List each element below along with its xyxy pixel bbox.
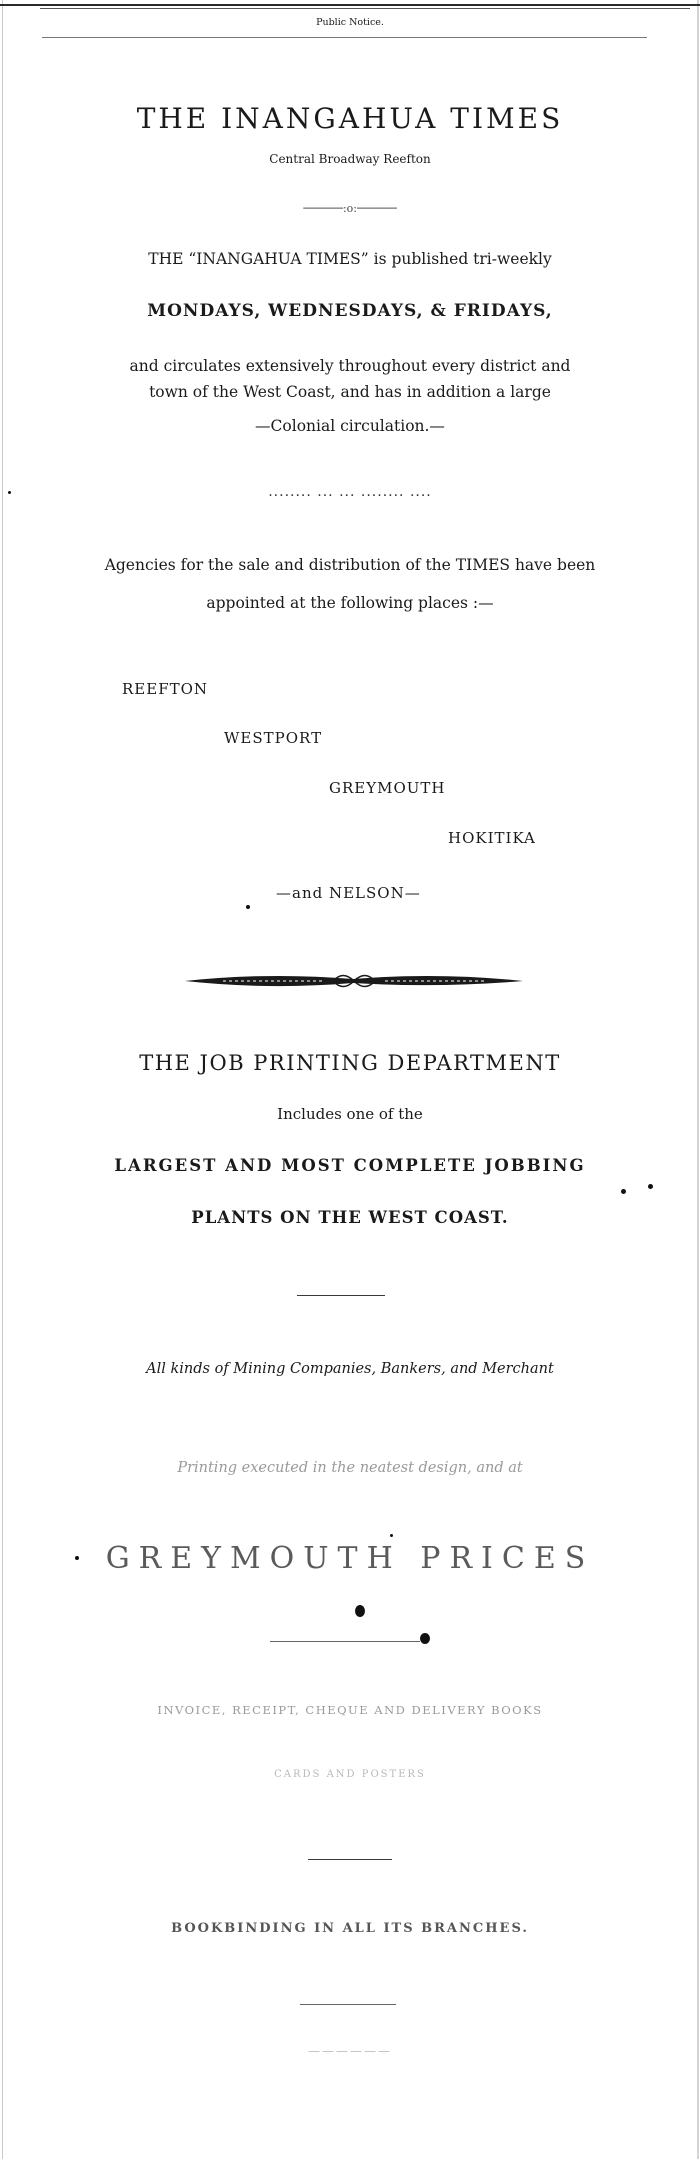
short-rule-2 — [270, 1641, 420, 1642]
publication-days: MONDAYS, WEDNESDAYS, & FRIDAYS, — [147, 301, 553, 321]
masthead-address: Central Broadway Reefton — [269, 152, 431, 166]
invoice-books-line: INVOICE, RECEIPT, CHEQUE AND DELIVERY BOOKS — [157, 1703, 543, 1717]
short-rule-3 — [308, 1859, 392, 1860]
section-label: Public Notice. — [316, 17, 384, 28]
job-plants-line: PLANTS ON THE WEST COAST. — [191, 1208, 509, 1227]
masthead-title: THE INANGAHUA TIMES — [136, 102, 564, 135]
agency-town-reefton: REEFTON — [122, 680, 209, 698]
short-rule-4 — [300, 2004, 396, 2005]
ink-speck — [390, 1534, 393, 1537]
services-line-1: All kinds of Mining Companies, Bankers, and Merchant — [146, 1361, 554, 1377]
ornamental-divider — [183, 966, 525, 996]
services-line-2: Printing executed in the neatest design, and at — [177, 1460, 523, 1476]
ink-speck — [75, 1556, 79, 1560]
ink-speck — [648, 1184, 653, 1189]
job-largest-line: LARGEST AND MOST COMPLETE JOBBING — [114, 1156, 586, 1175]
agencies-line-2: appointed at the following places :— — [206, 594, 494, 612]
publication-line-5: —Colonial circulation.— — [255, 417, 445, 435]
agency-town-westport: WESTPORT — [224, 729, 323, 747]
ink-speck — [420, 1633, 430, 1644]
page-border-left — [2, 0, 3, 2159]
bookbinding-line: BOOKBINDING IN ALL ITS BRANCHES. — [171, 1921, 529, 1936]
publication-line-3: and circulates extensively throughout every district and — [129, 357, 571, 375]
masthead-divider: ──────:o:────── — [303, 202, 397, 215]
top-rule-thin — [40, 8, 690, 9]
header-rule — [42, 37, 647, 38]
bottom-faint-line: —————— — [308, 2044, 392, 2058]
job-includes-line: Includes one of the — [277, 1105, 423, 1123]
dotted-divider: ........ ... ... ........ .... — [268, 484, 432, 500]
ink-speck — [621, 1189, 626, 1194]
publication-line-1: THE “INANGAHUA TIMES” is published tri-weekly — [148, 250, 552, 268]
cards-posters-line: CARDS AND POSTERS — [274, 1769, 426, 1780]
agency-town-greymouth: GREYMOUTH — [329, 779, 446, 797]
short-rule-1 — [297, 1295, 385, 1296]
ink-speck — [8, 491, 11, 494]
agencies-line-1: Agencies for the sale and distribution of the TIMES have been — [104, 556, 596, 574]
ink-speck — [246, 905, 250, 909]
job-printing-heading: THE JOB PRINTING DEPARTMENT — [139, 1051, 561, 1075]
page-border-right — [697, 0, 699, 2159]
agency-town-hokitika: HOKITIKA — [448, 829, 536, 847]
agency-town-nelson: —and NELSON— — [276, 884, 421, 902]
publication-line-4: town of the West Coast, and has in addition a large — [149, 383, 551, 401]
ink-speck — [355, 1605, 365, 1617]
top-rule — [0, 4, 700, 6]
greymouth-prices: GREYMOUTH PRICES — [105, 1541, 595, 1576]
